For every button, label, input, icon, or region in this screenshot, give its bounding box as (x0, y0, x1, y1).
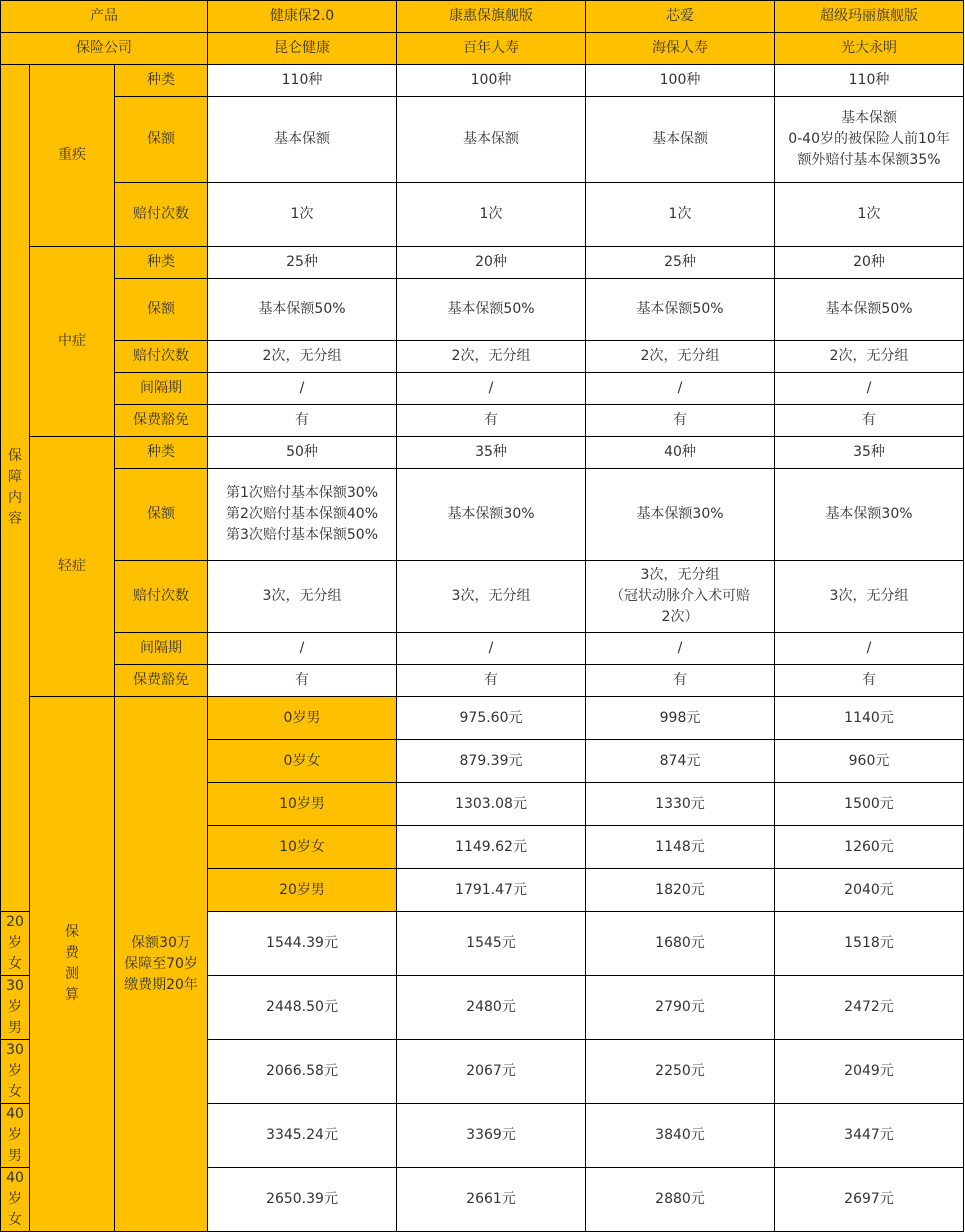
cell-value: 2472元 (775, 976, 964, 1040)
table-row (1, 405, 964, 437)
row-label: 间隔期 (115, 633, 208, 665)
cell-value: 2次，无分组 (586, 341, 775, 373)
cell-value: 35种 (397, 437, 586, 469)
cell-value: 40种 (586, 437, 775, 469)
cell-value: 有 (775, 665, 964, 697)
cell-value: 3次，无分组 (397, 561, 586, 633)
product-name: 超级玛丽旗舰版 (775, 1, 964, 33)
cell-value: 960元 (775, 740, 964, 783)
cell-value: 1330元 (586, 783, 775, 826)
cell-value: 2067元 (397, 1040, 586, 1104)
cell-value: 1791.47元 (397, 869, 586, 912)
row-label: 保费豁免 (115, 405, 208, 437)
cell-value: 有 (775, 405, 964, 437)
cell-value: 2650.39元 (208, 1168, 397, 1232)
row-label: 20岁女 (1, 912, 30, 976)
mild-illness-label: 轻症 (30, 437, 115, 697)
cell-value: 2次，无分组 (208, 341, 397, 373)
table-row (1, 373, 964, 405)
row-label: 赔付次数 (115, 561, 208, 633)
row-label: 10岁女 (208, 826, 397, 869)
row-label: 种类 (115, 247, 208, 279)
row-label: 赔付次数 (115, 183, 208, 247)
cell-value: 3次，无分组 (775, 561, 964, 633)
cell-value: 3345.24元 (208, 1104, 397, 1168)
table-row (1, 665, 964, 697)
cell-value: / (775, 633, 964, 665)
company-name: 百年人寿 (397, 33, 586, 65)
cell-value: 2790元 (586, 976, 775, 1040)
cell-value: 25种 (586, 247, 775, 279)
cell-value: 3369元 (397, 1104, 586, 1168)
cell-value: 基本保额 (397, 97, 586, 183)
cell-value: 有 (586, 665, 775, 697)
cell-value: 2次，无分组 (397, 341, 586, 373)
header-row-product (1, 1, 964, 33)
cell-value: 110种 (775, 65, 964, 97)
cell-value: 1545元 (397, 912, 586, 976)
cell-value: 基本保额50% (397, 279, 586, 341)
cell-value: / (586, 373, 775, 405)
cell-value: 50种 (208, 437, 397, 469)
cell-value: 1次 (586, 183, 775, 247)
cell-value: 1140元 (775, 697, 964, 740)
cell-value: 2250元 (586, 1040, 775, 1104)
premium-section-label: 保费测算 (30, 697, 115, 1232)
cell-value: 100种 (397, 65, 586, 97)
cell-value: 975.60元 (397, 697, 586, 740)
cell-value: 1518元 (775, 912, 964, 976)
cell-value: 2448.50元 (208, 976, 397, 1040)
row-label: 20岁男 (208, 869, 397, 912)
cell-value: 基本保额 (586, 97, 775, 183)
company-name: 昆仑健康 (208, 33, 397, 65)
row-label: 10岁男 (208, 783, 397, 826)
row-label: 30岁男 (1, 976, 30, 1040)
cell-value: 有 (397, 665, 586, 697)
table-row (1, 469, 964, 561)
cell-value: 2040元 (775, 869, 964, 912)
cell-value: 35种 (775, 437, 964, 469)
cell-value: / (397, 633, 586, 665)
cell-value: 3次，无分组 (208, 561, 397, 633)
cell-value: 3次，无分组 （冠状动脉介入术可赔 2次） (586, 561, 775, 633)
cell-value: 998元 (586, 697, 775, 740)
cell-value: / (208, 373, 397, 405)
moderate-illness-label: 中症 (30, 247, 115, 437)
row-label: 种类 (115, 65, 208, 97)
company-name: 海保人寿 (586, 33, 775, 65)
table-row (1, 247, 964, 279)
cell-value: 1820元 (586, 869, 775, 912)
cell-value: 2880元 (586, 1168, 775, 1232)
cell-value: 有 (397, 405, 586, 437)
row-label: 保额 (115, 97, 208, 183)
cell-value: 2661元 (397, 1168, 586, 1232)
cell-value: 1149.62元 (397, 826, 586, 869)
header-row-company (1, 33, 964, 65)
row-label: 30岁女 (1, 1040, 30, 1104)
cell-value: 1544.39元 (208, 912, 397, 976)
table-row (1, 437, 964, 469)
premium-condition: 保额30万 保障至70岁 缴费期20年 (115, 697, 208, 1232)
cell-value: / (397, 373, 586, 405)
company-header: 保险公司 (1, 33, 208, 65)
row-label: 0岁男 (208, 697, 397, 740)
cell-value: 第1次赔付基本保额30% 第2次赔付基本保额40% 第3次赔付基本保额50% (208, 469, 397, 561)
product-name: 芯爱 (586, 1, 775, 33)
cell-value: 基本保额30% (775, 469, 964, 561)
cell-value: 110种 (208, 65, 397, 97)
table-row (1, 183, 964, 247)
product-header: 产品 (1, 1, 208, 33)
row-label: 赔付次数 (115, 341, 208, 373)
cell-value: 基本保额30% (397, 469, 586, 561)
cell-value: 基本保额 0-40岁的被保险人前10年 额外赔付基本保额35% (775, 97, 964, 183)
cell-value: 2066.58元 (208, 1040, 397, 1104)
cell-value: 基本保额50% (586, 279, 775, 341)
product-name: 健康保2.0 (208, 1, 397, 33)
cell-value: 20种 (775, 247, 964, 279)
company-name: 光大永明 (775, 33, 964, 65)
cell-value: 1次 (397, 183, 586, 247)
row-label: 种类 (115, 437, 208, 469)
cell-value: 2次，无分组 (775, 341, 964, 373)
cell-value: 有 (586, 405, 775, 437)
cell-value: 1680元 (586, 912, 775, 976)
cell-value: 20种 (397, 247, 586, 279)
row-label: 间隔期 (115, 373, 208, 405)
major-illness-label: 重疾 (30, 65, 115, 247)
cell-value: / (208, 633, 397, 665)
cell-value: 2697元 (775, 1168, 964, 1232)
table-row (1, 279, 964, 341)
cell-value: 基本保额 (208, 97, 397, 183)
cell-value: / (775, 373, 964, 405)
table-row (1, 65, 964, 97)
row-label: 40岁女 (1, 1168, 30, 1232)
table-row (1, 97, 964, 183)
cell-value: 3840元 (586, 1104, 775, 1168)
row-label: 保额 (115, 469, 208, 561)
cell-value: 879.39元 (397, 740, 586, 783)
cell-value: 2480元 (397, 976, 586, 1040)
cell-value: 有 (208, 405, 397, 437)
product-name: 康惠保旗舰版 (397, 1, 586, 33)
row-label: 保费豁免 (115, 665, 208, 697)
cell-value: 1148元 (586, 826, 775, 869)
cell-value: 基本保额50% (775, 279, 964, 341)
cell-value: 1260元 (775, 826, 964, 869)
cell-value: 2049元 (775, 1040, 964, 1104)
cell-value: 有 (208, 665, 397, 697)
cell-value: 1次 (775, 183, 964, 247)
coverage-section-label: 保障内容 (1, 65, 30, 912)
cell-value: 1500元 (775, 783, 964, 826)
cell-value: / (586, 633, 775, 665)
row-label: 0岁女 (208, 740, 397, 783)
cell-value: 25种 (208, 247, 397, 279)
cell-value: 基本保额50% (208, 279, 397, 341)
cell-value: 3447元 (775, 1104, 964, 1168)
table-row (1, 697, 964, 740)
row-label: 40岁男 (1, 1104, 30, 1168)
cell-value: 1303.08元 (397, 783, 586, 826)
row-label: 保额 (115, 279, 208, 341)
table-row (1, 341, 964, 373)
cell-value: 基本保额30% (586, 469, 775, 561)
cell-value: 874元 (586, 740, 775, 783)
table-row (1, 561, 964, 633)
cell-value: 100种 (586, 65, 775, 97)
cell-value: 1次 (208, 183, 397, 247)
table-row (1, 633, 964, 665)
